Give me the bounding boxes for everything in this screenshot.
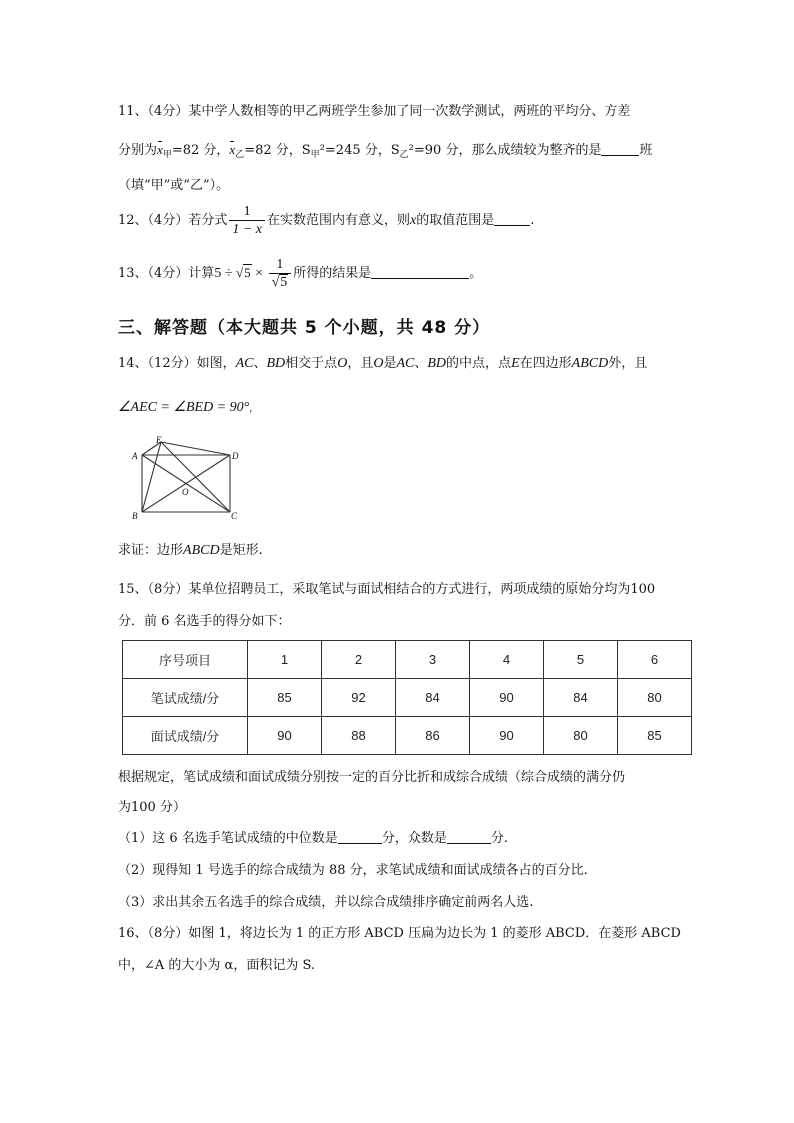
q14-text: 、 — [414, 356, 428, 371]
q11-text: =82 分， — [171, 143, 230, 158]
q11-text: ²=245 分，S — [319, 143, 400, 158]
label-o: O — [182, 487, 189, 497]
q15-line-1: 15、（8分）某单位招聘员工，采取笔试与面试相结合的方式进行，两项成绩的原始分均为100 — [118, 582, 656, 597]
q14-text: 是 — [383, 356, 397, 371]
q11-line-2 — [118, 140, 652, 165]
answer-blank[interactable] — [447, 829, 491, 844]
rectangle-figure — [128, 434, 243, 524]
q14-line-1 — [118, 354, 647, 374]
table-header-cell: 2 — [322, 641, 396, 679]
label-c: C — [231, 511, 238, 521]
subscript-jia: 甲 — [310, 150, 320, 160]
q14-line-2 — [118, 398, 258, 419]
q15-line-2: 分．前 6 名选手的得分如下： — [118, 614, 291, 629]
table-cell: 84 — [396, 679, 470, 717]
table-cell: 84 — [544, 679, 618, 717]
q11-line-1: 11、（4分）某中学人数相等的甲乙两班学生参加了同一次数学测试，两班的平均分、方差 — [118, 104, 631, 119]
q16-line-2: 中，∠A 的大小为 α，面积记为 S. — [118, 958, 316, 973]
q16-line-1: 16、（8分）如图 1，将边长为 1 的正方形 ABCD 压扁为边长为 1 的菱形 ABCD．在菱形 ABCD — [118, 926, 681, 941]
q15-text: （1）这 6 名选手笔试成绩的中位数是 — [118, 831, 338, 846]
q14-text: 相交于点 — [285, 356, 338, 371]
table-cell: 88 — [322, 717, 396, 755]
segment-ac: AC — [396, 356, 415, 371]
table-header-row — [123, 641, 692, 679]
fraction-numerator: 1 — [276, 256, 284, 272]
q14-text: 是矩形. — [219, 543, 263, 558]
q14-text: ，且 — [347, 356, 374, 371]
fraction — [269, 257, 292, 291]
fraction-denominator: 1 − x — [229, 220, 265, 238]
table-cell: 90 — [248, 717, 322, 755]
answer-blank[interactable] — [338, 829, 382, 844]
q11-text: 班 — [639, 143, 653, 158]
table-cell: 85 — [248, 679, 322, 717]
table-cell: 面试成绩/分 — [123, 717, 248, 755]
table-header-cell: 序号项目 — [123, 641, 248, 679]
table-cell: 笔试成绩/分 — [123, 679, 248, 717]
subscript-yi: 乙 — [235, 150, 245, 160]
table-row — [123, 679, 692, 717]
angle-equation: ∠AEC = ∠BED = 90° — [118, 400, 250, 415]
sqrt-symbol: √ — [236, 265, 244, 280]
quadrilateral-abcd: ABCD — [571, 356, 609, 371]
label-e: E — [156, 435, 162, 445]
sqrt-symbol: √ — [271, 274, 280, 290]
q14-text: 的中点，点 — [446, 356, 512, 371]
fraction-denominator — [269, 273, 292, 291]
q13-text: 所得的结果是 — [293, 266, 372, 281]
q14-text: 、 — [253, 356, 267, 371]
sqrt-expression — [236, 264, 252, 280]
q15-text: 分. — [490, 831, 508, 846]
q11-line-3: （填“甲”或“乙”）。 — [118, 178, 230, 193]
table-cell: 90 — [470, 717, 544, 755]
q14-text: 在四边形 — [519, 356, 572, 371]
q12-text: 12、（4分）若分式 — [118, 213, 228, 228]
answer-blank[interactable] — [601, 141, 639, 156]
answer-blank[interactable] — [371, 264, 469, 279]
table-cell: 80 — [544, 717, 618, 755]
table-header-cell: 1 — [248, 641, 322, 679]
q12-text: 在实数范围内有意义，则 — [267, 213, 411, 228]
segment-bd: BD — [266, 356, 286, 371]
q14-text: ， — [249, 404, 259, 414]
times-symbol: × — [251, 266, 267, 281]
q15-text: 分，众数是 — [381, 831, 447, 846]
q12-line — [118, 202, 534, 240]
q15-sub-2: （2）现得知 1 号选手的综合成绩为 88 分，求笔试成绩和面试成绩各占的百分比. — [118, 863, 588, 878]
answer-blank[interactable] — [494, 211, 530, 226]
label-d: D — [232, 451, 239, 461]
label-a: A — [132, 451, 138, 461]
sqrt-radicand: 5 — [244, 265, 251, 280]
q14-text: 外，且 — [608, 356, 648, 371]
label-b: B — [132, 511, 138, 521]
point-e: E — [511, 356, 520, 371]
table-cell: 85 — [618, 717, 692, 755]
q13-text: 。 — [469, 266, 483, 281]
q15-line-4: 为100 分） — [118, 800, 186, 815]
fraction-numerator: 1 — [243, 203, 251, 219]
segment-bd: BD — [427, 356, 447, 371]
q11-text: ²=90 分，那么成绩较为整齐的是 — [408, 143, 602, 158]
q14-proof-line — [118, 541, 263, 561]
q12-text: . — [530, 213, 535, 228]
q15-line-3: 根据规定，笔试成绩和面试成绩分别按一定的百分比折和成综合成绩（综合成绩的满分仍 — [118, 770, 626, 785]
table-row — [123, 717, 692, 755]
subscript-jia: 甲 — [162, 150, 172, 160]
mean-symbol-jia: x — [157, 140, 163, 160]
q12-text: 的取值范围是 — [416, 213, 495, 228]
quadrilateral-abcd: ABCD — [183, 543, 220, 558]
table-header-cell: 5 — [544, 641, 618, 679]
table-header-cell: 6 — [618, 641, 692, 679]
point-o: O — [337, 356, 348, 371]
table-cell: 86 — [396, 717, 470, 755]
q13-text: 13、（4分）计算 — [118, 266, 215, 281]
variable-x: x — [410, 213, 417, 228]
q15-sub-3: （3）求出其余五名选手的综合成绩，并以综合成绩排序确定前两名人选. — [118, 895, 534, 910]
point-o: O — [373, 356, 384, 371]
subscript-yi: 乙 — [399, 150, 409, 160]
q15-sub-1 — [118, 829, 508, 849]
q14-text: 求证：边形 — [118, 543, 184, 558]
segment-ac: AC — [235, 356, 254, 371]
expression-part: 5 ÷ — [214, 266, 237, 281]
fraction — [229, 204, 265, 238]
table-cell: 92 — [322, 679, 396, 717]
table-cell: 80 — [618, 679, 692, 717]
table-header-cell: 3 — [396, 641, 470, 679]
score-table — [122, 640, 692, 755]
mean-symbol-yi: x — [229, 140, 235, 160]
table-header-cell: 4 — [470, 641, 544, 679]
q11-text: 分别为 — [118, 143, 158, 158]
q11-text: =82 分，S — [244, 143, 311, 158]
section-heading: 三、解答题（本大题共 5 个小题，共 48 分） — [118, 318, 491, 338]
sqrt-radicand: 5 — [280, 274, 288, 290]
table-cell: 90 — [470, 679, 544, 717]
q13-line — [118, 253, 482, 294]
q14-text: 14、（12分）如图， — [118, 356, 236, 371]
